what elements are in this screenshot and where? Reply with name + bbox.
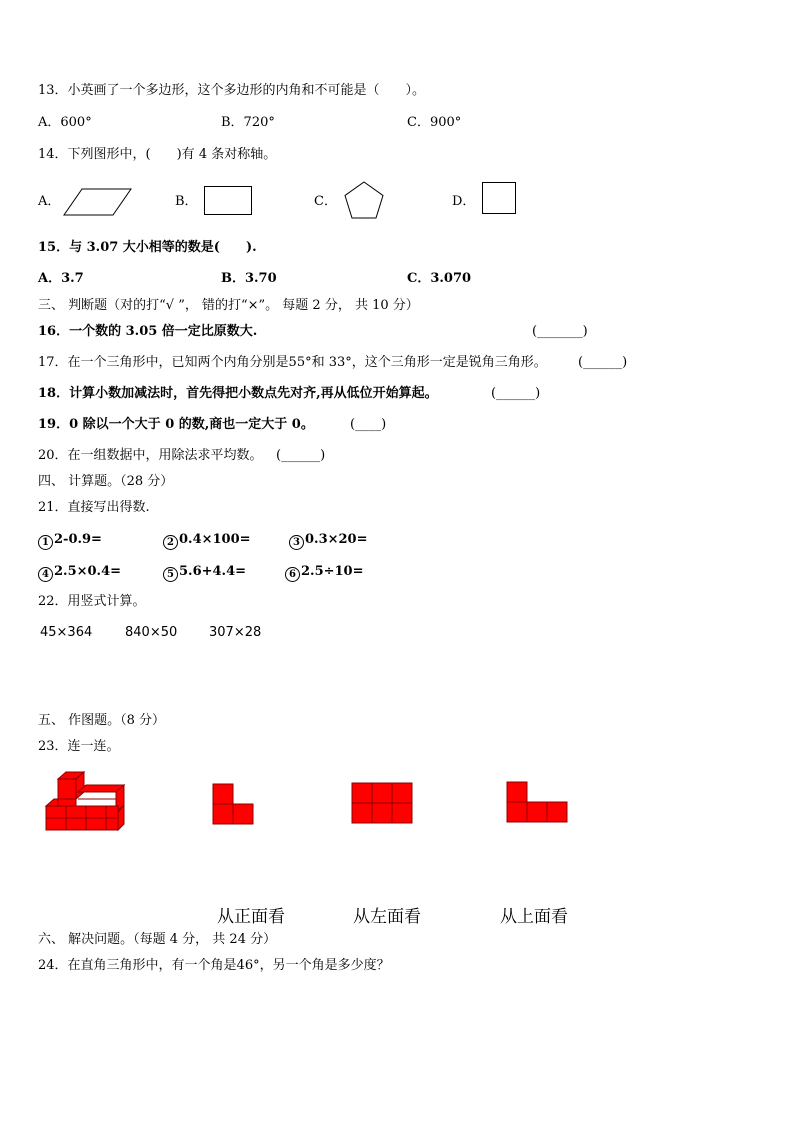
vertical-calc-item: 307×28 — [209, 625, 262, 640]
question-13: 13．小英画了一个多边形，这个多边形的内角和不可能是（ ）。 — [38, 83, 426, 98]
cube-stack-figure — [44, 770, 128, 832]
section-5-title: 五、 作图题。（8 分） — [38, 713, 166, 728]
view-label-front: 从正面看 — [217, 907, 285, 927]
section-3-title: 三、 判断题（对的打“√ ”， 错的打“×”。 每题 2 分， 共 10 分） — [38, 298, 419, 313]
q15-option-b[interactable]: B．3.70 — [221, 271, 277, 286]
view-label-left: 从左面看 — [353, 907, 421, 927]
calc-item: 5 5.6+4.4= — [163, 564, 246, 582]
answer-blank-19[interactable]: (____) — [350, 417, 387, 432]
parallelogram-icon — [64, 188, 132, 216]
question-16: 16．一个数的 3.05 倍一定比原数大. — [38, 324, 258, 339]
q15-option-a[interactable]: A．3.7 — [38, 271, 84, 286]
section-6-title: 六、 解决问题。（每题 4 分， 共 24 分） — [38, 932, 277, 947]
vertical-calc-item: 840×50 — [125, 625, 178, 640]
q14-option-d[interactable]: D． — [452, 194, 476, 209]
calc-item: 1 2-0.9= — [38, 532, 102, 550]
view-figure-l-shape — [212, 783, 256, 827]
question-20: 20．在一组数据中，用除法求平均数。 — [38, 448, 263, 463]
q13-option-b[interactable]: B．720° — [221, 115, 275, 130]
calc-item: 6 2.5÷10= — [285, 564, 364, 582]
question-21: 21．直接写出得数. — [38, 500, 150, 515]
answer-blank-20[interactable]: (______) — [276, 448, 326, 463]
question-14: 14．下列图形中，( )有 4 条对称轴。 — [38, 147, 277, 162]
pentagon-icon — [344, 181, 384, 219]
q13-option-a[interactable]: A．600° — [38, 115, 92, 130]
square-icon — [482, 182, 516, 214]
calc-item: 4 2.5×0.4= — [38, 564, 121, 582]
answer-blank-17[interactable]: (______) — [578, 355, 628, 370]
question-22: 22．用竖式计算。 — [38, 594, 146, 609]
q15-option-c[interactable]: C．3.070 — [407, 271, 472, 286]
question-19: 19．0 除以一个大于 0 的数,商也一定大于 0。 — [38, 417, 314, 432]
q14-option-c[interactable]: C． — [314, 194, 337, 209]
section-4-title: 四、 计算题。（28 分） — [38, 474, 174, 489]
calc-item: 3 0.3×20= — [289, 532, 368, 550]
q14-option-b[interactable]: B． — [175, 194, 198, 209]
answer-blank-16[interactable]: (_______) — [532, 324, 588, 339]
q13-option-c[interactable]: C．900° — [407, 115, 462, 130]
question-24: 24．在直角三角形中，有一个角是46°，另一个角是多少度？ — [38, 958, 390, 973]
view-figure-long-l-shape — [506, 781, 570, 825]
vertical-calc-item: 45×364 — [40, 625, 93, 640]
view-figure-rectangle — [351, 782, 415, 826]
question-18: 18．计算小数加减法时，首先得把小数点先对齐,再从低位开始算起。 — [38, 386, 438, 401]
rectangle-icon — [204, 186, 252, 216]
question-23: 23．连一连。 — [38, 739, 120, 754]
q14-option-a[interactable]: A． — [38, 194, 61, 209]
calc-item: 2 0.4×100= — [163, 532, 251, 550]
answer-blank-18[interactable]: (______) — [491, 386, 541, 401]
question-17: 17．在一个三角形中，已知两个内角分别是55°和 33°，这个三角形一定是锐角三角形。 — [38, 355, 547, 370]
question-15: 15．与 3.07 大小相等的数是( ). — [38, 240, 257, 255]
view-label-top: 从上面看 — [500, 907, 568, 927]
